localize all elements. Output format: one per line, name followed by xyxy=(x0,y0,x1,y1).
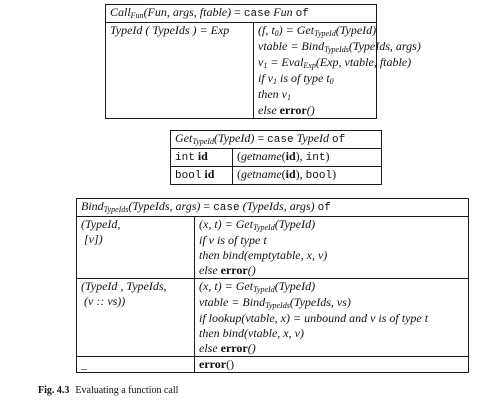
bindtypeids-body xyxy=(195,279,468,356)
body-line: (x, t) = GetTypeId(TypeId) xyxy=(199,279,316,294)
callfun-header: CallFun(Fun, args, ftable) = case Fun of xyxy=(106,5,376,23)
callfun-row xyxy=(106,23,421,118)
bindtypeids-pattern xyxy=(77,217,195,278)
bindtypeids-header: BindTypeIds(TypeIds, args) = case (TypeIds, args) of xyxy=(77,199,468,217)
pattern-line: TypeId ( TypeIds ) = Exp xyxy=(110,23,230,37)
gettypeid-table xyxy=(170,130,382,185)
body-line: if v1 is of type t0 xyxy=(258,71,334,86)
bindtypeids-pattern xyxy=(77,279,195,356)
body-line: then v1 xyxy=(258,87,291,102)
callfun-pattern xyxy=(106,23,254,118)
body-line: then bind(vtable, x, v) xyxy=(199,326,304,340)
body-line: if lookup(vtable, x) = unbound and v is of type t xyxy=(199,311,429,325)
body-line: else error() xyxy=(258,103,315,117)
body-line: then bind(emptytable, x, v) xyxy=(199,248,328,262)
callfun-body xyxy=(254,23,425,118)
pattern-line: (v :: vs)) xyxy=(81,294,126,308)
bindtypeids-row xyxy=(77,217,468,278)
bindtypeids-table xyxy=(76,198,469,373)
body-line: v1 = EvalExp(Exp, vtable, ftable) xyxy=(258,55,412,70)
pattern-line: (TypeId, xyxy=(81,217,121,231)
bindtypeids-row xyxy=(77,356,468,372)
gettypeid-result: (getname(id), bool) xyxy=(237,167,337,182)
gettypeid-row xyxy=(171,166,381,184)
body-line: else error() xyxy=(199,341,256,355)
callfun-table xyxy=(105,4,421,119)
gettypeid-pattern: bool id xyxy=(171,167,233,184)
body-line: error() xyxy=(199,357,235,371)
bindtypeids-body xyxy=(195,357,468,372)
body-line: vtable = BindTypeIds(TypeIds, vs) xyxy=(199,295,351,310)
bindtypeids-body xyxy=(195,217,468,278)
gettypeid-result: (getname(id), int) xyxy=(237,149,330,164)
bindtypeids-pattern xyxy=(77,357,195,372)
body-line: (x, t) = GetTypeId(TypeId) xyxy=(199,217,316,232)
gettypeid-row xyxy=(171,149,381,166)
pattern-line: [v]) xyxy=(81,232,103,246)
body-line: vtable = BindTypeIds(TypeIds, args) xyxy=(258,39,421,54)
gettypeid-pattern: int id xyxy=(171,149,233,166)
body-line: if v is of type t xyxy=(199,233,267,247)
pattern-line: (TypeId , TypeIds, xyxy=(81,279,167,293)
body-line: (f, t0) = GetTypeId(TypeId) xyxy=(258,23,377,38)
bindtypeids-row xyxy=(77,278,468,356)
body-line: else error() xyxy=(199,263,256,277)
pattern-line: _ xyxy=(81,357,87,371)
figure-caption-text: Evaluating a function call xyxy=(75,385,179,396)
gettypeid-header: GetTypeId(TypeId) = case TypeId of xyxy=(171,131,381,149)
figure-label: Fig. 4.3 xyxy=(38,385,70,396)
figure-caption xyxy=(38,385,178,396)
